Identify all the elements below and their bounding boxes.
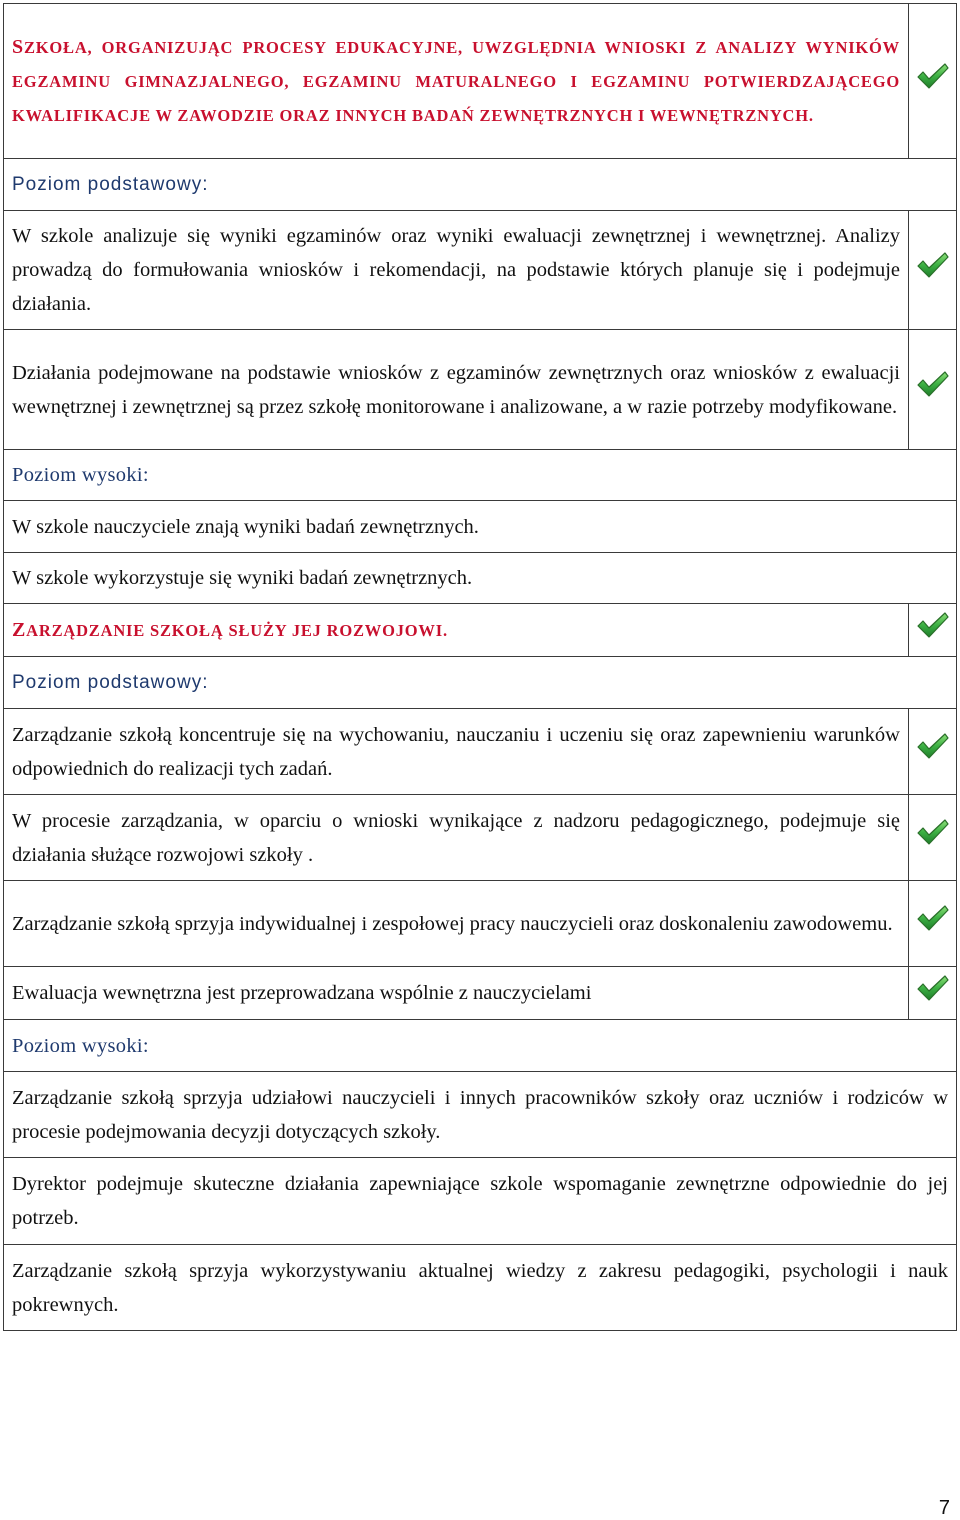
- page-number: 7: [938, 1497, 950, 1519]
- criterion-text: Zarządzanie szkołą sprzyja indywidualnej i zespołowej pracy nauczycieli oraz doskonaleniu zawodowemu.: [12, 912, 893, 935]
- criterion-cell: [4, 967, 909, 1020]
- level-label: [4, 1020, 957, 1072]
- checkmark-icon: [916, 818, 950, 846]
- check-cell: [909, 967, 957, 1020]
- criterion-text: W szkole wykorzystuje się wyniki badań zewnętrznych.: [12, 567, 473, 589]
- criterion-cell: [4, 1158, 957, 1245]
- checkmark-icon: [916, 611, 950, 639]
- criterion-text: Ewaluacja wewnętrzna jest przeprowadzana wspólnie z nauczycielami: [12, 982, 592, 1004]
- checkmark-icon: [916, 370, 950, 398]
- criterion-cell: [4, 553, 957, 604]
- criterion-text: W szkole analizuje się wyniki egzaminów oraz wyniki ewaluacji zewnętrznej i wewnętrznej. Analizy prowadzą do formułowania wniosków i rekomendacji, na podstawie których planuje się i podejmuje działania.: [12, 225, 900, 315]
- level-label: [4, 450, 957, 501]
- check-cell: [909, 330, 957, 450]
- criterion-cell: [4, 709, 909, 795]
- criteria-table: [3, 3, 957, 1331]
- criterion-cell: [4, 795, 909, 881]
- level-label: [4, 159, 957, 211]
- section-1-title: ZKOŁA, ORGANIZUJĄC PROCESY EDUKACYJNE, UWZGLĘDNIA WNIOSKI Z ANALIZY WYNIKÓW EGZAMINU GIMNAZJALNEGO, EGZAMINU MATURALNEGO I EGZAMINU POTWIERDZAJĄCEGO KWALIFIKACJE W ZAWODZIE ORAZ INNYCH BADAŃ ZEWNĘTRZNYCH I WEWNĘTRZNYCH.: [12, 37, 900, 125]
- criterion-text: Dyrektor podejmuje skuteczne działania zapewniające szkole wspomaganie zewnętrzne odpowiednie do jej potrzeb.: [12, 1173, 948, 1229]
- criterion-text: Zarządzanie szkołą koncentruje się na wychowaniu, nauczaniu i uczeniu się oraz zapewnieniu warunków odpowiednich do realizacji tych zadań.: [12, 723, 900, 780]
- checkmark-icon: [916, 974, 950, 1002]
- section-2-title: ARZĄDZANIE SZKOŁĄ SŁUŻY JEJ ROZWOJOWI.: [26, 620, 448, 640]
- level-high-heading: Poziom wysoki:: [12, 1034, 149, 1057]
- criterion-cell: [4, 881, 909, 967]
- checkmark-icon: [916, 732, 950, 760]
- level-basic-heading: Poziom podstawowy:: [12, 174, 209, 195]
- criterion-text: Działania podejmowane na podstawie wniosków z egzaminów zewnętrznych oraz wniosków z ewaluacji wewnętrznej i zewnętrznej są przez szkołę monitorowane i analizowane, a w razie potrzeby modyfikowane.: [12, 361, 900, 418]
- criterion-text: W szkole nauczyciele znają wyniki badań zewnętrznych.: [12, 515, 479, 538]
- level-basic-heading: Poziom podstawowy:: [12, 672, 209, 693]
- check-cell: [909, 709, 957, 795]
- checkmark-icon: [916, 904, 950, 932]
- section-heading-1: [4, 4, 909, 159]
- section-2-initial: Z: [12, 618, 27, 641]
- check-cell: [909, 795, 957, 881]
- criterion-text: Zarządzanie szkołą sprzyja udziałowi nauczycieli i innych pracowników szkoły oraz uczniów i rodziców w procesie podejmowania decyzji dotyczących szkoły.: [12, 1086, 948, 1143]
- criterion-cell: [4, 211, 909, 330]
- criterion-text: W procesie zarządzania, w oparciu o wnioski wynikające z nadzoru pedagogicznego, podejmuje się działania służące rozwojowi szkoły .: [12, 809, 900, 866]
- criterion-cell: [4, 1245, 957, 1331]
- check-cell: [909, 211, 957, 330]
- checkmark-icon: [916, 62, 950, 90]
- criterion-cell: [4, 1072, 957, 1158]
- section-1-initial: S: [12, 35, 24, 58]
- criterion-cell: [4, 501, 957, 553]
- criterion-text: Zarządzanie szkołą sprzyja wykorzystywaniu aktualnej wiedzy z zakresu pedagogiki, psychologii i nauk pokrewnych.: [12, 1259, 948, 1316]
- section-heading-2: [4, 604, 909, 657]
- check-cell: [909, 604, 957, 657]
- check-cell: [909, 4, 957, 159]
- check-cell: [909, 881, 957, 967]
- checkmark-icon: [916, 251, 950, 279]
- criterion-cell: [4, 330, 909, 450]
- level-label: [4, 657, 957, 709]
- level-high-heading: Poziom wysoki:: [12, 464, 149, 486]
